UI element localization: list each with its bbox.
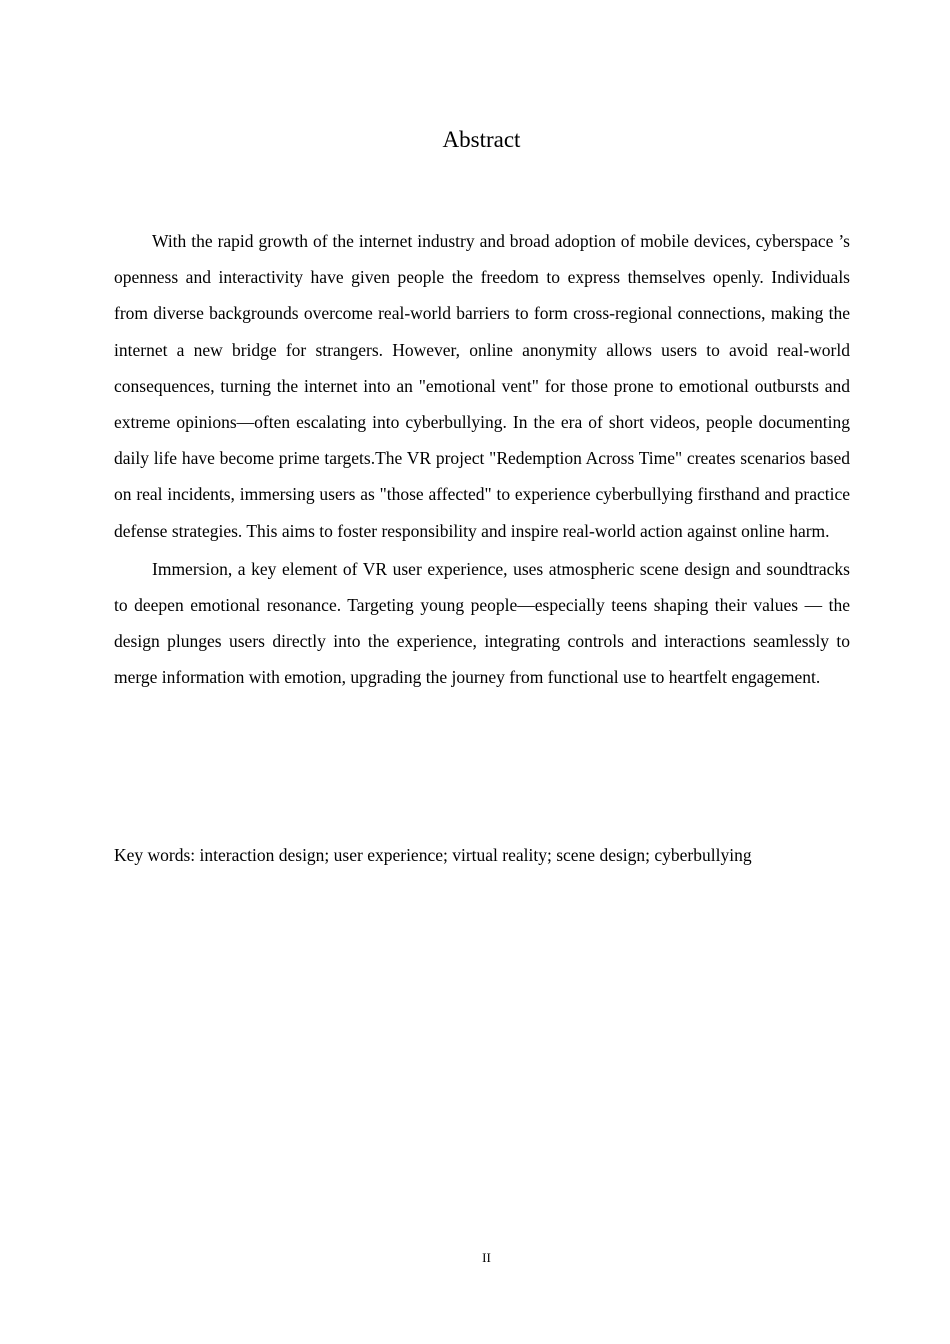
abstract-paragraph-1: With the rapid growth of the internet industry and broad adoption of mobile devices, cyberspace ’s openness and interactivity have given people the freedom to express themselves openly. Individuals from diverse backgrounds overcome real-world barriers to form cross-regional connections, making the internet a new bridge for strangers. However, online anonymity allows users to avoid real-world consequences, turning the internet into an "emotional vent" for those prone to emotional outbursts and extreme opinions—often escalating into cyberbullying. In the era of short videos, people documenting daily life have become prime targets.The VR project "Redemption Across Time" creates scenarios based on real incidents, immersing users as "those affected" to experience cyberbullying firsthand and practice defense strategies. This aims to foster responsibility and inspire real-world action against online harm.	[114, 231, 850, 541]
abstract-title: Abstract	[442, 127, 521, 152]
page-number: II	[482, 1250, 491, 1265]
abstract-body	[114, 223, 850, 696]
abstract-paragraph-2: Immersion, a key element of VR user experience, uses atmospheric scene design and soundtracks to deepen emotional resonance. Targeting young people—especially teens shaping their values — the design plunges users directly into the experience, integrating controls and interactions seamlessly to merge information with emotion, upgrading the journey from functional use to heartfelt engagement.	[114, 558, 850, 688]
keywords-line: Key words: interaction design; user experience; virtual reality; scene design; cyberbullying	[114, 845, 752, 865]
